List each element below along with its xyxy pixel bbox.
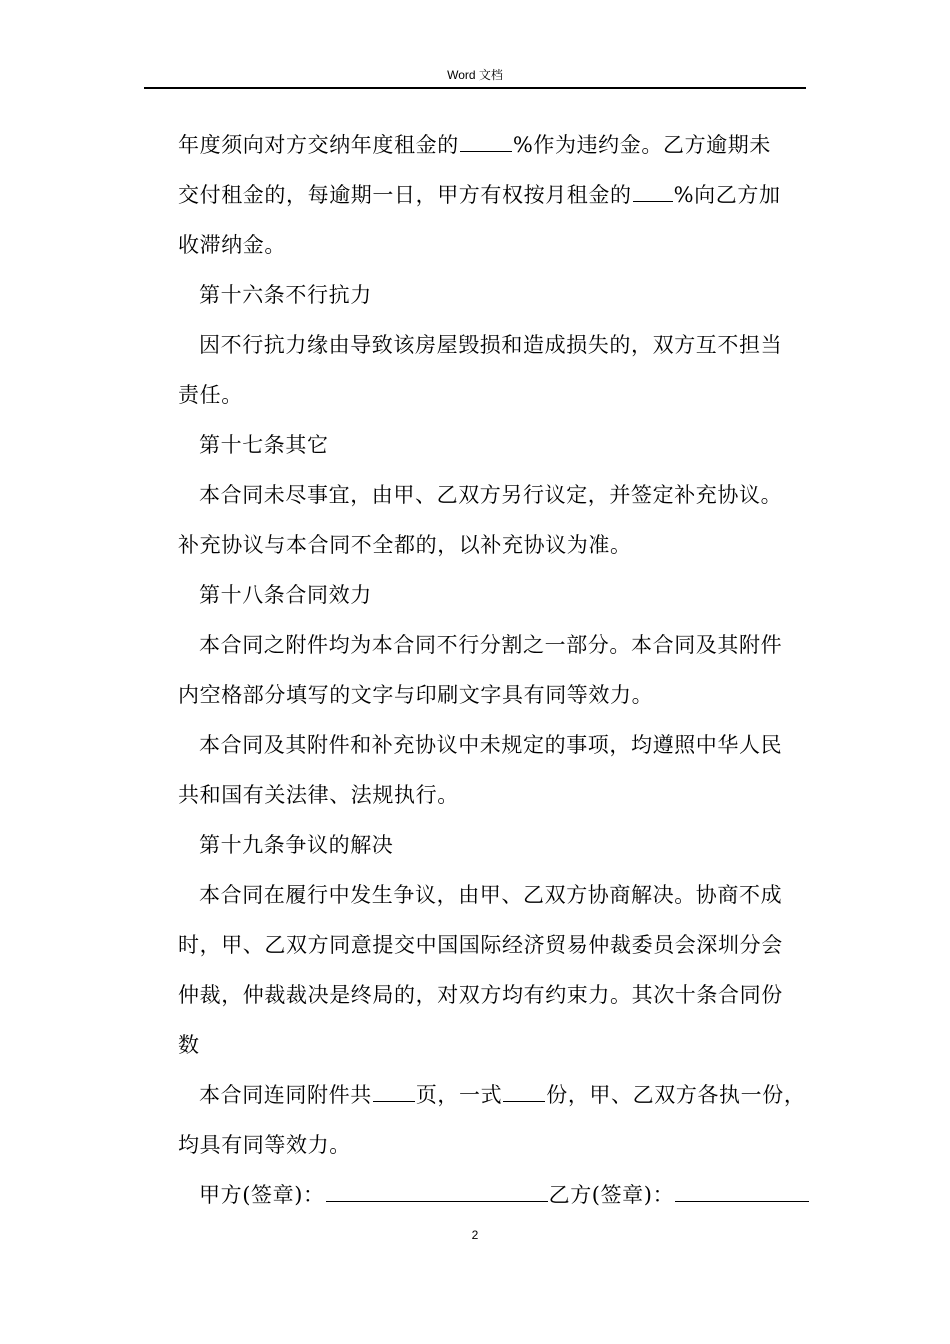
fill-blank <box>633 179 673 202</box>
header-rule <box>144 87 806 89</box>
fill-blank <box>460 129 512 152</box>
text-fragment: 页，一式 <box>415 1083 503 1107</box>
body-line: 本合同在履行中发生争议，由甲、乙双方协商解决。协商不成 <box>199 883 783 907</box>
party-b-signature-label: 乙方(签章)： <box>548 1183 675 1207</box>
body-line <box>178 170 806 220</box>
signature-line <box>178 1170 806 1220</box>
text-fragment: 份，甲、乙双方各执一份， <box>546 1083 806 1107</box>
document-body <box>178 120 806 1220</box>
text-fragment: 年度须向对方交纳年度租金的 <box>178 133 459 157</box>
body-line: 本合同未尽事宜，由甲、乙双方另行议定，并签定补充协议。 <box>199 483 783 507</box>
party-a-signature-blank <box>326 1179 548 1202</box>
body-line: 内空格部分填写的文字与印刷文字具有同等效力。 <box>178 683 654 707</box>
body-line <box>178 1070 806 1120</box>
body-line: 共和国有关法律、法规执行。 <box>178 783 459 807</box>
body-line: 本合同及其附件和补充协议中未规定的事项，均遵照中华人民 <box>199 733 783 757</box>
party-a-signature-label: 甲方(签章)： <box>199 1183 325 1207</box>
article-16-heading: 第十六条不行抗力 <box>199 283 372 307</box>
fill-blank <box>373 1079 415 1102</box>
body-line: 仲裁，仲裁裁决是终局的，对双方均有约束力。其次十条合同份 <box>178 983 783 1007</box>
body-line: 因不行抗力缘由导致该房屋毁损和造成损失的，双方互不担当 <box>199 333 783 357</box>
body-line: 均具有同等效力。 <box>178 1133 351 1157</box>
text-fragment: %向乙方加 <box>673 183 781 207</box>
article-19-heading: 第十九条争议的解决 <box>199 833 394 857</box>
article-17-heading: 第十七条其它 <box>199 433 329 457</box>
body-line: 本合同之附件均为本合同不行分割之一部分。本合同及其附件 <box>199 633 783 657</box>
text-fragment: 本合同连同附件共 <box>199 1083 372 1107</box>
body-line: 时，甲、乙双方同意提交中国国际经济贸易仲裁委员会深圳分会 <box>178 933 783 957</box>
body-line: 责任。 <box>178 383 243 407</box>
page-number: 2 <box>471 1228 479 1242</box>
text-fragment: 交付租金的，每逾期一日，甲方有权按月租金的 <box>178 183 632 207</box>
page-header: Word 文档 <box>447 68 503 82</box>
body-line <box>178 120 806 170</box>
body-line: 收滞纳金。 <box>178 233 286 257</box>
fill-blank <box>503 1079 545 1102</box>
body-line: 补充协议与本合同不全都的，以补充协议为准。 <box>178 533 632 557</box>
party-b-signature-blank <box>675 1179 809 1202</box>
text-fragment: %作为违约金。乙方逾期未 <box>512 133 771 157</box>
article-18-heading: 第十八条合同效力 <box>199 583 372 607</box>
body-line: 数 <box>178 1033 200 1057</box>
